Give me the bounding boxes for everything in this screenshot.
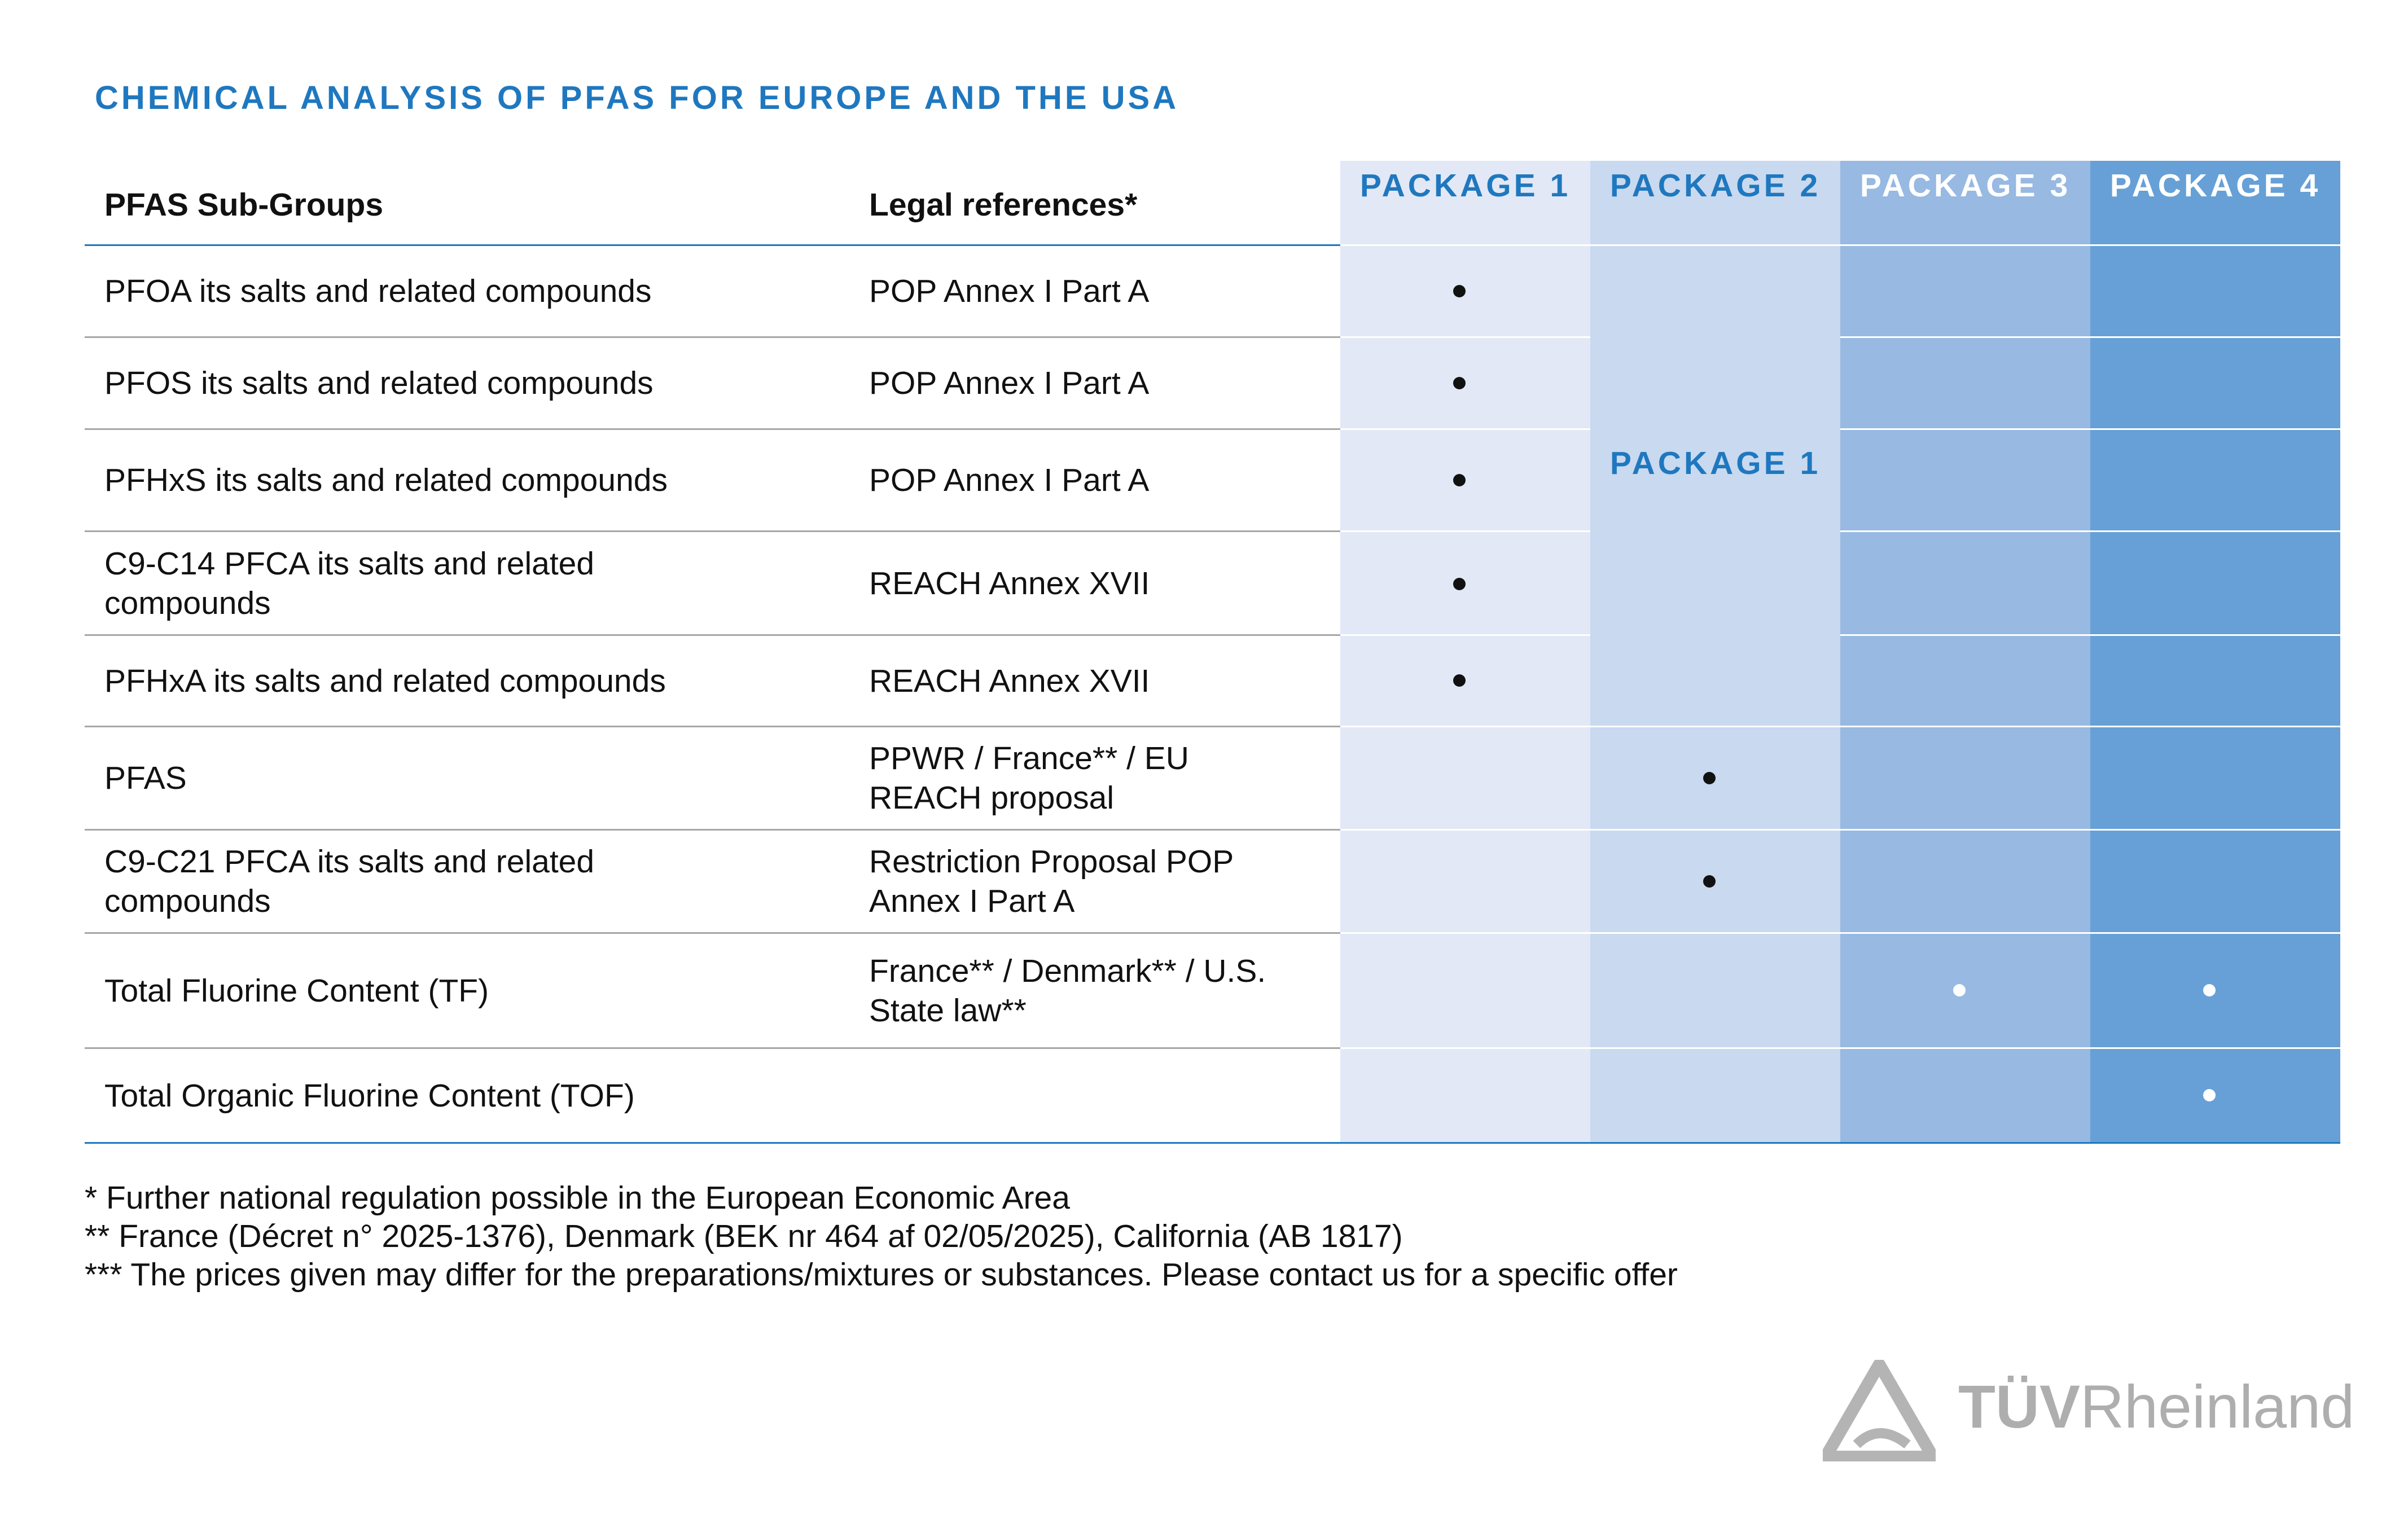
header-package-3: PACKAGE 3 [1859,168,2071,204]
tuv-triangle-logo-icon [1823,1360,1936,1461]
row-divider [1840,336,2340,338]
row-divider [1840,428,2340,430]
row-4-package-1-mark [1453,578,1466,590]
page-title: CHEMICAL ANALYSIS OF PFAS FOR EUROPE AND THE USA [95,80,1179,116]
footnote-3: *** The prices given may differ for the preparations/mixtures or substances. Please contact us for a specific offer [85,1257,1678,1293]
row-5-package-1-mark [1453,674,1466,687]
row-divider [1340,726,2340,727]
row-7-subgroup: C9-C21 PFCA its salts and related compounds [104,844,595,919]
row-divider [1340,932,2340,934]
row-7-legal: Restriction Proposal POP Annex I Part A [869,844,1234,919]
package-3-column [1840,161,2090,1144]
row-5-legal: REACH Annex XVII [869,662,1150,699]
row-1-subgroup: PFOA its salts and related compounds [104,273,652,309]
header-subgroups: PFAS Sub-Groups [104,187,384,223]
logo-part-2: Rheinland [2080,1372,2355,1441]
package-2-merged-label: PACKAGE 1 [1609,445,1821,481]
header-package-4: PACKAGE 4 [2109,168,2321,204]
footnote-1: * Further national regulation possible in the European Economic Area [85,1180,1070,1216]
package-4-column [2090,161,2340,1144]
row-9-subgroup: Total Organic Fluorine Content (TOF) [104,1077,635,1114]
row-divider [1340,530,1590,532]
row-7-package-2-mark [1703,875,1716,888]
row-1-legal: POP Annex I Part A [869,273,1150,309]
footnote-2: ** France (Décret n° 2025-1376), Denmark (BEK nr 464 af 02/05/2025), California (AB 1817) [85,1218,1403,1254]
row-8-package-4-mark [2203,984,2216,996]
package-1-column [1340,161,1590,1144]
row-6-subgroup: PFAS [104,760,187,796]
row-1-package-1-mark [1453,285,1466,297]
row-3-legal: POP Annex I Part A [869,462,1150,498]
row-divider [1840,530,2340,532]
header-package-1: PACKAGE 1 [1359,168,1571,204]
row-divider [1340,829,2340,831]
row-2-subgroup: PFOS its salts and related compounds [104,365,653,401]
row-divider [1340,1047,2340,1049]
logo-wordmark [1958,1371,2354,1442]
tuv-rheinland-logo [1823,1354,2355,1467]
row-8-subgroup: Total Fluorine Content (TF) [104,972,489,1009]
row-9-package-4-mark [2203,1089,2216,1101]
row-8-package-3-mark [1953,984,1966,996]
row-3-subgroup: PFHxS its salts and related compounds [104,462,668,498]
header-package-2: PACKAGE 2 [1609,168,1821,204]
row-4-legal: REACH Annex XVII [869,565,1150,601]
package-2-column [1590,161,1840,1144]
row-6-package-2-mark [1703,772,1716,784]
header-legal-references: Legal references* [869,187,1138,223]
row-3-package-1-mark [1453,474,1466,486]
table-bottom-border [85,1142,2340,1144]
row-5-subgroup: PFHxA its salts and related compounds [104,662,666,699]
row-8-legal: France** / Denmark** / U.S. State law** [869,952,1266,1029]
logo-part-1: TÜV [1958,1372,2080,1441]
row-divider [1340,428,1590,430]
row-4-subgroup: C9-C14 PFCA its salts and related compounds [104,545,595,621]
header-divider-packages [1340,244,2340,246]
row-2-package-1-mark [1453,377,1466,389]
row-divider [1340,634,1590,636]
row-9-legal [869,1049,1321,1142]
row-divider [1340,336,1590,338]
row-6-legal: PPWR / France** / EU REACH proposal [869,740,1189,816]
row-2-legal: POP Annex I Part A [869,365,1150,401]
row-divider [1840,634,2340,636]
